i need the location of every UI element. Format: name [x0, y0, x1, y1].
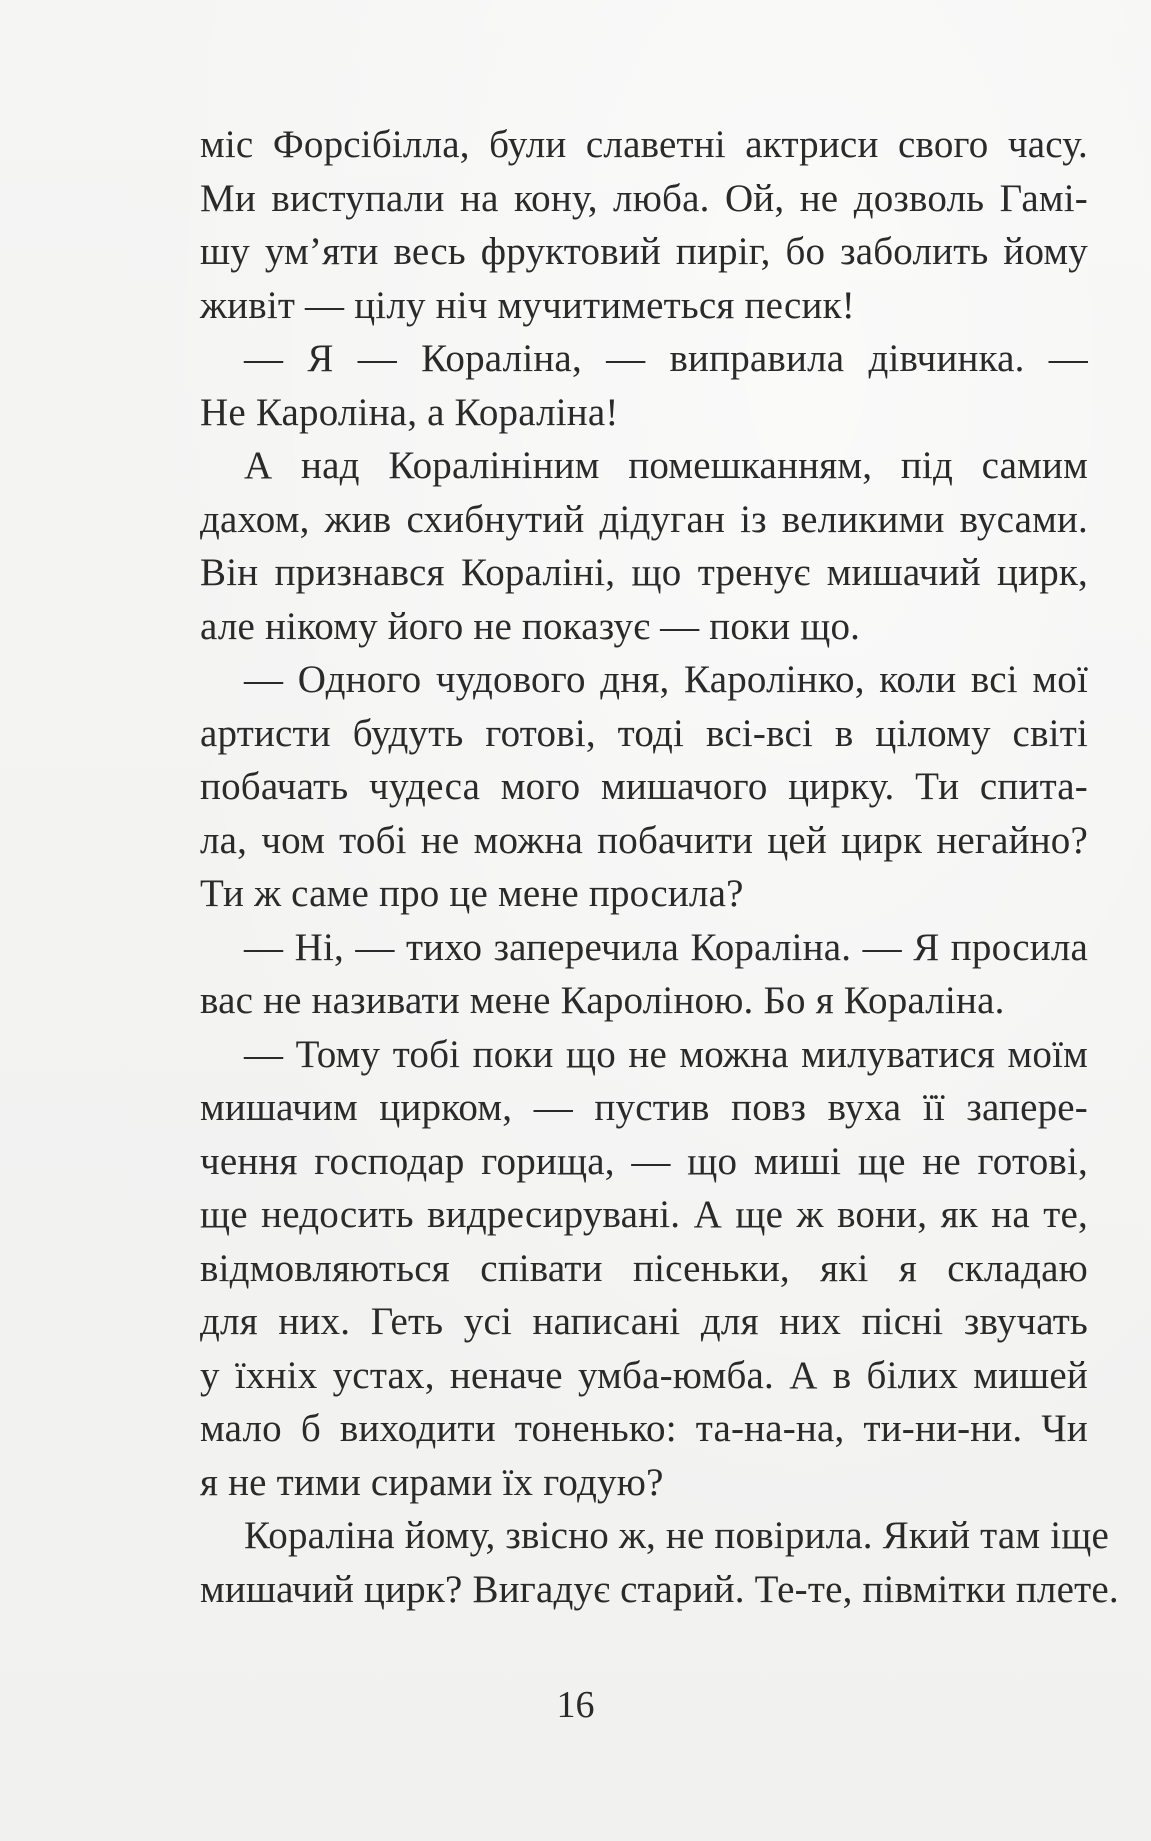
text-line: вас не називати мене Кароліною. Бо я Кораліна.	[200, 979, 1005, 1022]
text-line: міс Форсібілла, були славетні актриси свого часу.	[200, 123, 1088, 166]
text-line: побачать чудеса мого мишачого цирку. Ти спита-	[200, 765, 1088, 808]
text-line: мишачим цирком, — пустив повз вуха її запере-	[200, 1086, 1088, 1129]
text-line: чення господар горища, — що миші ще не готові,	[200, 1139, 1088, 1183]
text-line: я не тими сирами їх годую?	[200, 1460, 664, 1504]
text-line: — Тому тобі поки що не можна милуватися моїм	[244, 1032, 1088, 1076]
text-line: — Я — Кораліна, — виправила дівчинка. —	[244, 337, 1088, 380]
text-line: Ми виступали на кону, люба. Ой, не дозволь Гамі-	[200, 176, 1088, 220]
text-line: мало б виходити тоненько: та-на-на, ти-ни-ни. Чи	[200, 1407, 1088, 1450]
text-line: шу ум’яти весь фруктовий пиріг, бо заболить йому	[200, 230, 1088, 273]
text-line: Ти ж саме про це мене просила?	[200, 872, 744, 915]
body-text	[200, 118, 1119, 1616]
text-line: — Ні, — тихо заперечила Кораліна. — Я просила	[244, 925, 1088, 969]
text-line: для них. Геть усі написані для них пісні звучать	[200, 1300, 1088, 1343]
text-line: але нікому його не показує — поки що.	[200, 604, 861, 648]
text-line: ла, чом тобі не можна побачити цей цирк негайно?	[200, 818, 1088, 862]
text-line: ще недосить видресирувані. А ще ж вони, як на те,	[200, 1193, 1088, 1236]
text-line: мишачий цирк? Вигадує старий. Те-те, півмітки плете.	[200, 1567, 1119, 1611]
text-line: Кораліна йому, звісно ж, не повірила. Який там іще	[244, 1514, 1109, 1557]
text-line: відмовляються співати пісеньки, які я складаю	[200, 1246, 1088, 1290]
text-line: Він признався Кораліні, що тренує мишачий цирк,	[200, 551, 1088, 594]
text-line: у їхніх устах, неначе умба-юмба. А в білих мишей	[200, 1353, 1088, 1397]
text-line: артисти будуть готові, тоді всі-всі в цілому світі	[200, 711, 1088, 755]
text-line: Не Кароліна, а Кораліна!	[200, 390, 619, 434]
text-line: А над Коралініним помешканням, під самим	[244, 444, 1088, 487]
text-line: — Одного чудового дня, Каролінко, коли всі мої	[244, 658, 1088, 701]
text-line: дахом, жив схибнутий дідуган із великими вусами.	[200, 497, 1088, 541]
text-line: живіт — цілу ніч мучитиметься песик!	[200, 283, 855, 327]
page-number: 16	[556, 1684, 595, 1726]
